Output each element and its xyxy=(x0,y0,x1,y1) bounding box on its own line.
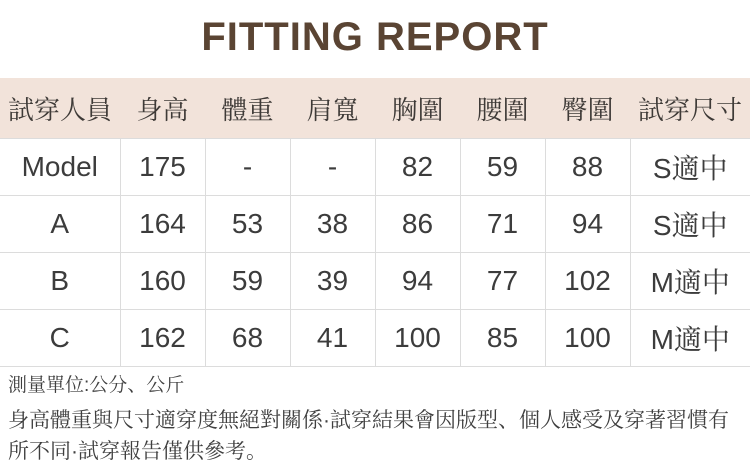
cell-weight: - xyxy=(205,139,290,196)
cell-chest: 86 xyxy=(375,196,460,253)
cell-hip: 100 xyxy=(545,310,630,367)
header-hip: 臀圍 xyxy=(545,78,630,139)
cell-hip: 94 xyxy=(545,196,630,253)
cell-hip: 102 xyxy=(545,253,630,310)
cell-height: 164 xyxy=(120,196,205,253)
table-header-row xyxy=(0,78,750,139)
cell-height: 162 xyxy=(120,310,205,367)
cell-hip: 88 xyxy=(545,139,630,196)
page-title: FITTING REPORT xyxy=(201,15,549,59)
cell-shoulder: 41 xyxy=(290,310,375,367)
cell-tester: A xyxy=(0,196,120,253)
cell-chest: 100 xyxy=(375,310,460,367)
cell-chest: 82 xyxy=(375,139,460,196)
cell-waist: 77 xyxy=(460,253,545,310)
header-fitting-size: 試穿尺寸 xyxy=(630,78,750,139)
cell-tester: Model xyxy=(0,139,120,196)
cell-height: 160 xyxy=(120,253,205,310)
cell-height: 175 xyxy=(120,139,205,196)
cell-shoulder: 38 xyxy=(290,196,375,253)
measurement-unit-note: 測量單位:公分、公斤 xyxy=(8,375,185,396)
header-tester: 試穿人員 xyxy=(0,78,120,139)
cell-waist: 71 xyxy=(460,196,545,253)
cell-tester: B xyxy=(0,253,120,310)
header-chest: 胸圍 xyxy=(375,78,460,139)
header-shoulder: 肩寬 xyxy=(290,78,375,139)
header-weight: 體重 xyxy=(205,78,290,139)
cell-tester: C xyxy=(0,310,120,367)
table-row-model xyxy=(0,139,750,196)
footnotes xyxy=(0,367,750,467)
cell-shoulder: 39 xyxy=(290,253,375,310)
cell-chest: 94 xyxy=(375,253,460,310)
cell-fitting-size: S適中 xyxy=(630,196,750,253)
cell-fitting-size: S適中 xyxy=(630,139,750,196)
cell-shoulder: - xyxy=(290,139,375,196)
cell-fitting-size: M適中 xyxy=(630,253,750,310)
disclaimer-note: 身高體重與尺寸適穿度無絕對關係·試穿結果會因版型、個人感受及穿著習慣有所不同·試穿報告僅供參考。 xyxy=(8,409,729,463)
header-waist: 腰圍 xyxy=(460,78,545,139)
table-row-b xyxy=(0,253,750,310)
cell-weight: 59 xyxy=(205,253,290,310)
cell-waist: 59 xyxy=(460,139,545,196)
fitting-table xyxy=(0,78,750,367)
header-height: 身高 xyxy=(120,78,205,139)
cell-fitting-size: M適中 xyxy=(630,310,750,367)
cell-waist: 85 xyxy=(460,310,545,367)
table-row-a xyxy=(0,196,750,253)
table-row-c xyxy=(0,310,750,367)
cell-weight: 53 xyxy=(205,196,290,253)
cell-weight: 68 xyxy=(205,310,290,367)
